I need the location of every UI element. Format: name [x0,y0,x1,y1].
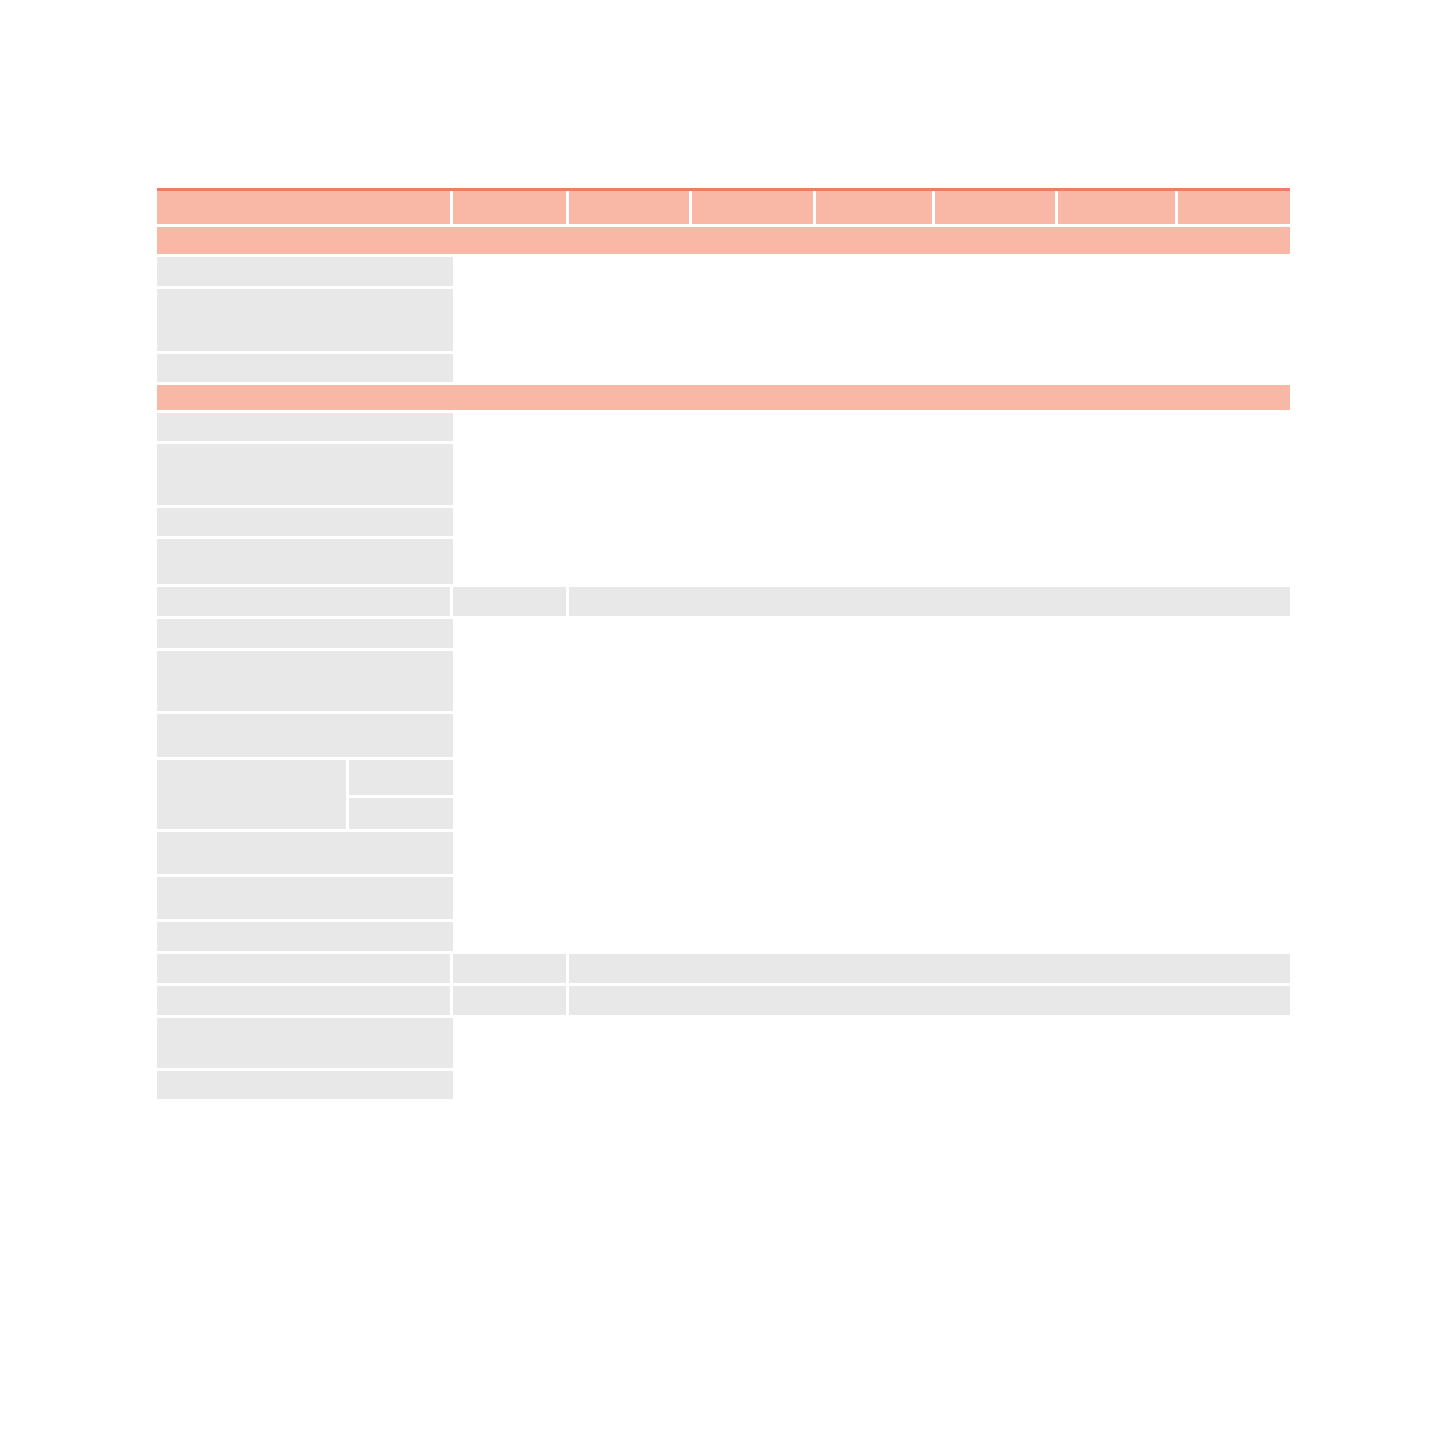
spec-row [157,651,1290,714]
spec-row [157,1071,1290,1102]
model-name [935,191,1058,227]
row-label [157,832,453,877]
spec-row [157,257,1290,289]
section-header [157,227,1290,257]
model-header-label [157,191,453,227]
model-name [453,191,569,227]
empty-cell [453,986,569,1018]
merged-value [569,986,1290,1018]
row-label [157,257,453,289]
row-label [157,714,453,760]
row-label [157,922,453,954]
row-label [157,539,453,587]
spec-row [157,413,1290,444]
row-label [157,1071,453,1102]
spec-row [157,539,1290,587]
spec-row [157,354,1290,385]
row-label [157,651,453,714]
row-label [157,986,453,1018]
spec-row [157,954,1290,986]
spec-row [157,760,1290,798]
section-header-row [157,227,1290,257]
row-label [157,354,453,385]
spec-row [157,587,1290,619]
section-header [157,385,1290,413]
model-name [1178,191,1290,227]
noise-distance [349,798,453,832]
row-label [157,760,349,832]
model-name [692,191,816,227]
spec-row [157,877,1290,922]
spec-table [157,188,1290,1102]
row-label [157,619,453,651]
spec-row [157,289,1290,354]
row-label [157,508,453,539]
model-name [569,191,692,227]
spec-row [157,1018,1290,1071]
model-name [816,191,935,227]
merged-value [569,587,1290,619]
row-label [157,587,453,619]
model-name [1058,191,1178,227]
row-label [157,1018,453,1071]
empty-cell [453,954,569,986]
spec-row [157,508,1290,539]
row-label [157,877,453,922]
row-label [157,289,453,354]
spec-row [157,444,1290,508]
spec-row [157,832,1290,877]
noise-distance [349,760,453,798]
spec-row [157,714,1290,760]
empty-cell [453,587,569,619]
spec-row [157,986,1290,1018]
spec-row [157,619,1290,651]
section-header-row [157,385,1290,413]
row-label [157,413,453,444]
spec-row [157,922,1290,954]
model-header-row [157,191,1290,227]
row-label [157,954,453,986]
merged-value [569,954,1290,986]
row-label [157,444,453,508]
